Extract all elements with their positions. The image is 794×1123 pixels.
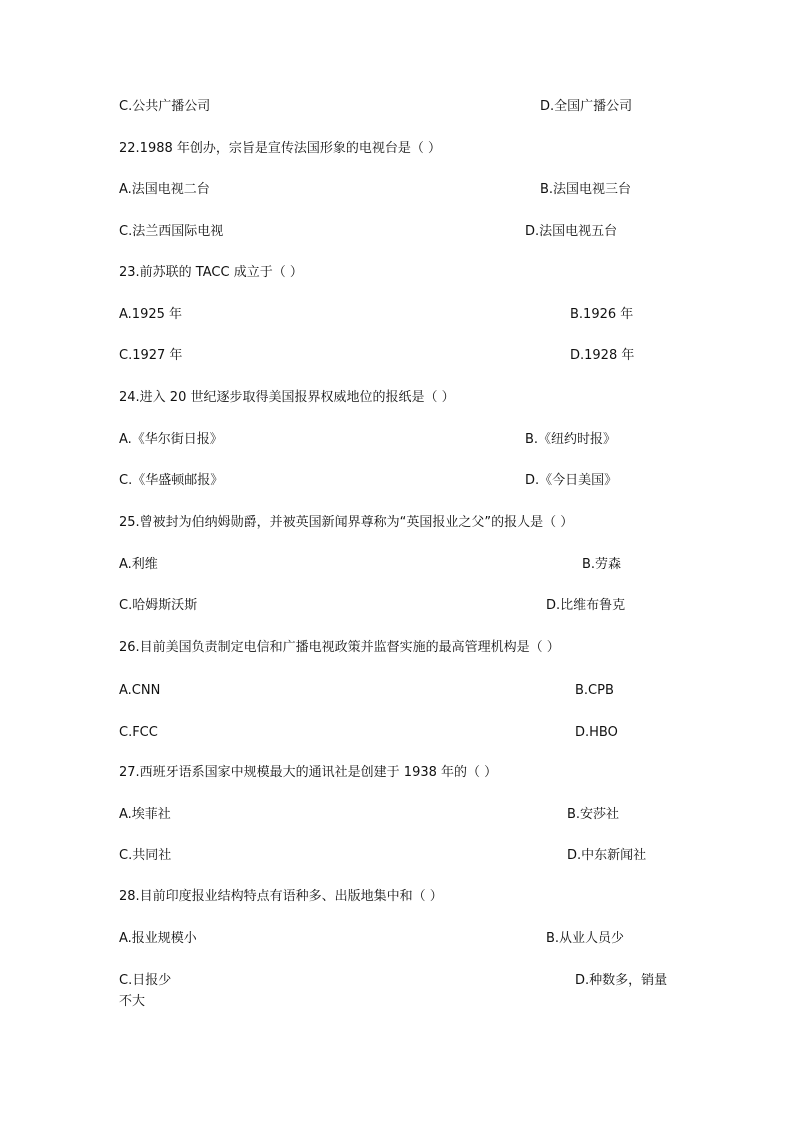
- question-28: 28.目前印度报业结构特点有语种多、出版地集中和（ ）: [119, 889, 443, 904]
- option-b-q22: B.法国电视三台: [540, 182, 632, 197]
- option-b-q23: B.1926 年: [570, 307, 634, 322]
- option-d-q26: D.HBO: [575, 725, 618, 740]
- option-d-q28-wrap: 不大: [119, 994, 146, 1009]
- option-a-q28: A.报业规模小: [119, 931, 197, 946]
- question-26: 26.目前美国负责制定电信和广播电视政策并监督实施的最高管理机构是（ ）: [119, 640, 560, 655]
- option-c-q27: C.共同社: [119, 848, 172, 863]
- option-c-q23: C.1927 年: [119, 348, 183, 363]
- option-d-q23: D.1928 年: [570, 348, 635, 363]
- option-d-q25: D.比维布鲁克: [546, 598, 626, 613]
- option-b-q26: B.CPB: [575, 683, 614, 698]
- option-d-q24: D.《今日美国》: [525, 473, 618, 488]
- option-b-q28: B.从业人员少: [546, 931, 625, 946]
- option-d-line-q21: D.全国广播公司: [540, 99, 633, 114]
- question-22: 22.1988 年创办，宗旨是宣传法国形象的电视台是（ ）: [119, 141, 442, 156]
- option-d-q28: D.种数多，销量: [575, 973, 668, 988]
- question-23: 23.前苏联的 TACC 成立于（ ）: [119, 265, 303, 280]
- option-a-q26: A.CNN: [119, 683, 161, 698]
- option-a-q25: A.利维: [119, 557, 158, 572]
- option-a-q27: A.埃菲社: [119, 807, 171, 822]
- question-24: 24.进入 20 世纪逐步取得美国报界权威地位的报纸是（ ）: [119, 390, 455, 405]
- option-b-q24: B.《纽约时报》: [525, 432, 617, 447]
- option-d-q27: D.中东新闻社: [567, 848, 647, 863]
- option-d-q22: D.法国电视五台: [525, 224, 618, 239]
- option-a-q23: A.1925 年: [119, 307, 183, 322]
- option-a-q22: A.法国电视二台: [119, 182, 210, 197]
- option-c-q25: C.哈姆斯沃斯: [119, 598, 198, 613]
- option-c-q26: C.FCC: [119, 725, 158, 740]
- option-b-q27: B.安莎社: [567, 807, 620, 822]
- option-c-q24: C.《华盛顿邮报》: [119, 473, 224, 488]
- option-c-line-q21: C.公共广播公司: [119, 99, 211, 114]
- question-25: 25.曾被封为伯纳姆勋爵，并被英国新闻界尊称为“英国报业之父”的报人是（ ）: [119, 515, 574, 530]
- option-b-q25: B.劳森: [582, 557, 622, 572]
- question-27: 27.西班牙语系国家中规模最大的通讯社是创建于 1938 年的（ ）: [119, 765, 498, 780]
- option-a-q24: A.《华尔街日报》: [119, 432, 223, 447]
- option-c-q22: C.法兰西国际电视: [119, 224, 224, 239]
- option-c-q28: C.日报少: [119, 973, 172, 988]
